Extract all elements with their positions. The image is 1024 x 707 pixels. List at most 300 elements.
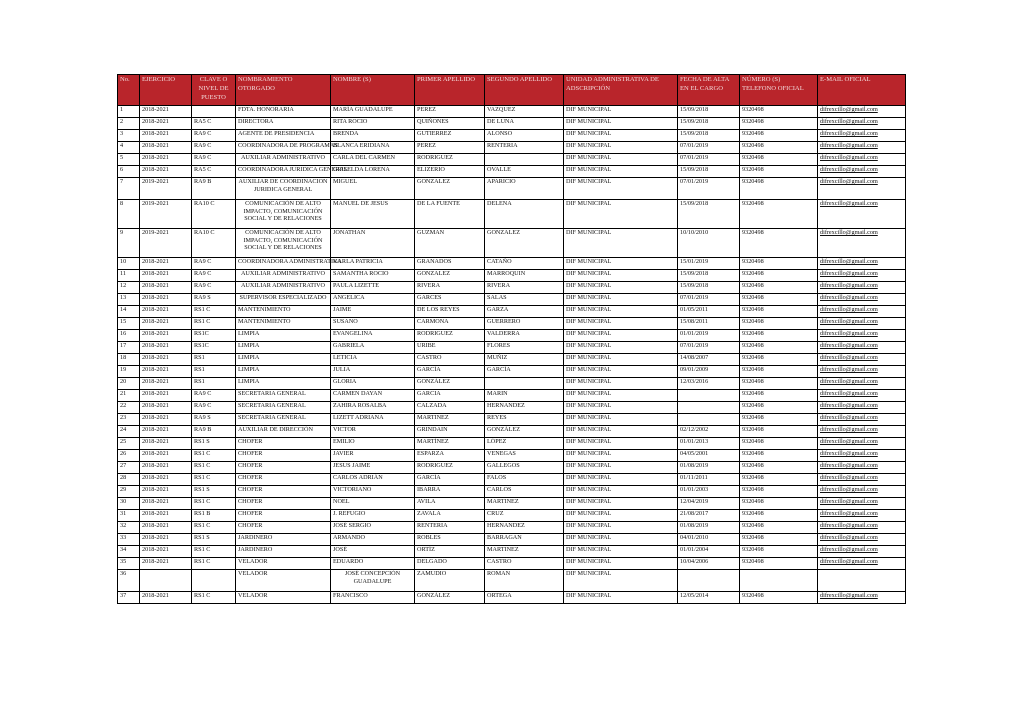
cell-nombramiento: AUXILIAR ADMINISTRATIVO bbox=[236, 282, 331, 294]
cell-segundo-apellido: RIVERA bbox=[485, 282, 564, 294]
cell-email: difrexcillo@gmail.com bbox=[818, 534, 906, 546]
cell-fecha-alta: 15/09/2018 bbox=[678, 166, 740, 178]
cell-nombramiento: LIMPIA bbox=[236, 378, 331, 390]
cell-primer-apellido: ZAMUDIO bbox=[415, 570, 485, 592]
cell-telefono: 9320498 bbox=[740, 330, 818, 342]
cell-ejercicio: 2018-2021 bbox=[140, 486, 192, 498]
cell-unidad: DIF MUNICIPAL bbox=[564, 534, 678, 546]
cell-email: difrexcillo@gmail.com bbox=[818, 270, 906, 282]
table-row bbox=[118, 558, 906, 570]
cell-nombre: BRENDA bbox=[331, 130, 415, 142]
cell-unidad: DIF MUNICIPAL bbox=[564, 402, 678, 414]
table-row bbox=[118, 306, 906, 318]
cell-primer-apellido: PEREZ bbox=[415, 142, 485, 154]
cell-ejercicio: 2018-2021 bbox=[140, 546, 192, 558]
cell-nombre: JAIME bbox=[331, 306, 415, 318]
cell-nombre: KARLA PATRICIA bbox=[331, 258, 415, 270]
cell-primer-apellido: GRANADOS bbox=[415, 258, 485, 270]
cell-ejercicio: 2018-2021 bbox=[140, 130, 192, 142]
cell-nombre: JESUS JAIME bbox=[331, 462, 415, 474]
cell-primer-apellido: IBARRA bbox=[415, 486, 485, 498]
table-row bbox=[118, 154, 906, 166]
cell-email: difrexcillo@gmail.com bbox=[818, 366, 906, 378]
cell-fecha-alta: 07/01/2019 bbox=[678, 142, 740, 154]
cell-primer-apellido: DE LA FUENTE bbox=[415, 200, 485, 229]
cell-primer-apellido: RENTERIA bbox=[415, 522, 485, 534]
cell-nombramiento: SUPERVISOR ESPECIALIZADO bbox=[236, 294, 331, 306]
cell-nombramiento: AUXILIAR ADMINISTRATIVO bbox=[236, 154, 331, 166]
header-nombramiento: NOMBRAMIENTO OTORGADO bbox=[236, 75, 331, 106]
table-row bbox=[118, 498, 906, 510]
table-row bbox=[118, 414, 906, 426]
cell-segundo-apellido: LÓPEZ bbox=[485, 438, 564, 450]
cell-clave: RS1 C bbox=[192, 474, 236, 486]
cell-no: 19 bbox=[118, 366, 140, 378]
cell-clave: RS1 S bbox=[192, 438, 236, 450]
cell-unidad: DIF MUNICIPAL bbox=[564, 378, 678, 390]
cell-primer-apellido: RODRIGUEZ bbox=[415, 154, 485, 166]
cell-email: difrexcillo@gmail.com bbox=[818, 462, 906, 474]
cell-fecha-alta: 07/01/2019 bbox=[678, 342, 740, 354]
cell-fecha-alta: 12/04/2019 bbox=[678, 498, 740, 510]
cell-no: 27 bbox=[118, 462, 140, 474]
cell-no: 37 bbox=[118, 592, 140, 604]
cell-nombre: CARLA DEL CARMEN bbox=[331, 154, 415, 166]
cell-ejercicio: 2018-2021 bbox=[140, 402, 192, 414]
cell-segundo-apellido: DE LUNA bbox=[485, 118, 564, 130]
cell-unidad: DIF MUNICIPAL bbox=[564, 450, 678, 462]
cell-segundo-apellido: CRUZ bbox=[485, 510, 564, 522]
cell-clave: RA9 C bbox=[192, 402, 236, 414]
cell-clave: RA9 C bbox=[192, 142, 236, 154]
cell-nombre: EDUARDO bbox=[331, 558, 415, 570]
cell-email: difrexcillo@gmail.com bbox=[818, 318, 906, 330]
cell-clave: RS1 C bbox=[192, 558, 236, 570]
cell-fecha-alta: 07/01/2019 bbox=[678, 294, 740, 306]
cell-segundo-apellido bbox=[485, 154, 564, 166]
cell-telefono: 9320498 bbox=[740, 546, 818, 558]
cell-telefono: 9320498 bbox=[740, 390, 818, 402]
cell-nombramiento: LIMPIA bbox=[236, 366, 331, 378]
cell-unidad: DIF MUNICIPAL bbox=[564, 414, 678, 426]
cell-nombramiento: JARDINERO bbox=[236, 534, 331, 546]
cell-nombre: GLORIA bbox=[331, 378, 415, 390]
cell-clave bbox=[192, 570, 236, 592]
cell-telefono: 9320498 bbox=[740, 414, 818, 426]
cell-unidad: DIF MUNICIPAL bbox=[564, 154, 678, 166]
cell-primer-apellido: MARTINEZ bbox=[415, 414, 485, 426]
cell-nombre: ZAHIRA ROSALBA bbox=[331, 402, 415, 414]
cell-nombre: SAMANTHA ROCIO bbox=[331, 270, 415, 282]
cell-clave: RA9 S bbox=[192, 294, 236, 306]
cell-ejercicio: 2018-2021 bbox=[140, 450, 192, 462]
cell-segundo-apellido: MARTINEZ bbox=[485, 498, 564, 510]
cell-segundo-apellido: GUERRERO bbox=[485, 318, 564, 330]
table-row bbox=[118, 390, 906, 402]
cell-unidad: DIF MUNICIPAL bbox=[564, 306, 678, 318]
cell-telefono: 9320498 bbox=[740, 438, 818, 450]
cell-no: 6 bbox=[118, 166, 140, 178]
cell-primer-apellido: CARMONA bbox=[415, 318, 485, 330]
cell-clave: RS1 bbox=[192, 354, 236, 366]
cell-fecha-alta: 14/08/2007 bbox=[678, 354, 740, 366]
cell-telefono: 9320498 bbox=[740, 498, 818, 510]
cell-clave: RA9 B bbox=[192, 178, 236, 200]
cell-telefono: 9320498 bbox=[740, 178, 818, 200]
cell-primer-apellido: GONZALEZ bbox=[415, 178, 485, 200]
cell-nombre: MIGUEL bbox=[331, 178, 415, 200]
cell-segundo-apellido: ROMAN bbox=[485, 570, 564, 592]
cell-telefono: 9320498 bbox=[740, 200, 818, 229]
cell-telefono: 9320498 bbox=[740, 342, 818, 354]
cell-telefono: 9320498 bbox=[740, 270, 818, 282]
table-row bbox=[118, 282, 906, 294]
cell-ejercicio: 2019-2021 bbox=[140, 200, 192, 229]
table-row bbox=[118, 354, 906, 366]
table-row bbox=[118, 166, 906, 178]
table-row bbox=[118, 462, 906, 474]
cell-segundo-apellido: HERNANDEZ bbox=[485, 522, 564, 534]
cell-telefono: 9320498 bbox=[740, 426, 818, 438]
cell-email: difrexcillo@gmail.com bbox=[818, 229, 906, 258]
cell-segundo-apellido: CATAÑO bbox=[485, 258, 564, 270]
cell-nombre: CARLOS ADRIÁN bbox=[331, 474, 415, 486]
cell-fecha-alta: 15/09/2018 bbox=[678, 118, 740, 130]
cell-no: 24 bbox=[118, 426, 140, 438]
cell-unidad: DIF MUNICIPAL bbox=[564, 366, 678, 378]
cell-nombramiento: VELADOR bbox=[236, 592, 331, 604]
cell-nombramiento: CHOFER bbox=[236, 462, 331, 474]
cell-nombramiento: LIMPIA bbox=[236, 330, 331, 342]
cell-nombramiento: LIMPIA bbox=[236, 354, 331, 366]
cell-ejercicio: 2018-2021 bbox=[140, 414, 192, 426]
cell-segundo-apellido: MARROQUIN bbox=[485, 270, 564, 282]
cell-email: difrexcillo@gmail.com bbox=[818, 474, 906, 486]
cell-ejercicio: 2018-2021 bbox=[140, 118, 192, 130]
header-no: No. bbox=[118, 75, 140, 106]
cell-segundo-apellido: FLORES bbox=[485, 342, 564, 354]
cell-segundo-apellido: VAZQUEZ bbox=[485, 106, 564, 118]
cell-clave: RS1 C bbox=[192, 306, 236, 318]
cell-nombre: GABRIELA bbox=[331, 342, 415, 354]
cell-ejercicio: 2018-2021 bbox=[140, 522, 192, 534]
cell-primer-apellido: GARCES bbox=[415, 294, 485, 306]
cell-nombre: JOSÉ bbox=[331, 546, 415, 558]
cell-fecha-alta: 01/08/2019 bbox=[678, 462, 740, 474]
cell-nombramiento: SECRETARIA GENERAL bbox=[236, 402, 331, 414]
cell-unidad: DIF MUNICIPAL bbox=[564, 318, 678, 330]
cell-fecha-alta: 07/01/2019 bbox=[678, 154, 740, 166]
cell-clave: RA10 C bbox=[192, 200, 236, 229]
cell-fecha-alta: 04/05/2001 bbox=[678, 450, 740, 462]
cell-email: difrexcillo@gmail.com bbox=[818, 178, 906, 200]
cell-no: 34 bbox=[118, 546, 140, 558]
cell-ejercicio: 2018-2021 bbox=[140, 474, 192, 486]
cell-clave: RS1 C bbox=[192, 318, 236, 330]
cell-telefono: 9320498 bbox=[740, 130, 818, 142]
cell-no: 9 bbox=[118, 229, 140, 258]
cell-telefono: 9320498 bbox=[740, 474, 818, 486]
personnel-directory-table bbox=[117, 74, 906, 604]
cell-telefono: 9320498 bbox=[740, 106, 818, 118]
cell-unidad: DIF MUNICIPAL bbox=[564, 474, 678, 486]
cell-segundo-apellido: CARLOS bbox=[485, 486, 564, 498]
header-nombre: NOMBRE (S) bbox=[331, 75, 415, 106]
table-row bbox=[118, 106, 906, 118]
cell-nombramiento: AUXILIAR ADMINISTRATIVO bbox=[236, 270, 331, 282]
cell-ejercicio: 2018-2021 bbox=[140, 306, 192, 318]
cell-primer-apellido: GONZALEZ bbox=[415, 270, 485, 282]
cell-email: difrexcillo@gmail.com bbox=[818, 118, 906, 130]
cell-ejercicio bbox=[140, 570, 192, 592]
cell-no: 20 bbox=[118, 378, 140, 390]
cell-ejercicio: 2018-2021 bbox=[140, 462, 192, 474]
table-row bbox=[118, 342, 906, 354]
cell-fecha-alta: 02/12/2002 bbox=[678, 426, 740, 438]
cell-fecha-alta bbox=[678, 402, 740, 414]
cell-telefono: 9320498 bbox=[740, 282, 818, 294]
cell-email: difrexcillo@gmail.com bbox=[818, 354, 906, 366]
cell-nombramiento: CHOFER bbox=[236, 450, 331, 462]
cell-no: 11 bbox=[118, 270, 140, 282]
header-unidad: UNIDAD ADMINISTRATIVA DE ADSCRIPCIÓN bbox=[564, 75, 678, 106]
cell-fecha-alta: 09/01/2009 bbox=[678, 366, 740, 378]
cell-fecha-alta: 15/09/2018 bbox=[678, 200, 740, 229]
cell-email: difrexcillo@gmail.com bbox=[818, 450, 906, 462]
cell-ejercicio: 2018-2021 bbox=[140, 154, 192, 166]
cell-nombre: NOEL bbox=[331, 498, 415, 510]
cell-nombramiento: COORDINADORA DE PROGRAMAS bbox=[236, 142, 331, 154]
cell-fecha-alta: 15/09/2018 bbox=[678, 106, 740, 118]
cell-ejercicio: 2018-2021 bbox=[140, 592, 192, 604]
cell-telefono: 9320498 bbox=[740, 258, 818, 270]
cell-ejercicio: 2018-2021 bbox=[140, 318, 192, 330]
cell-clave: RA9 C bbox=[192, 154, 236, 166]
table-row bbox=[118, 546, 906, 558]
cell-nombre: J. REFUGIO bbox=[331, 510, 415, 522]
cell-fecha-alta: 21/08/2017 bbox=[678, 510, 740, 522]
cell-email: difrexcillo@gmail.com bbox=[818, 200, 906, 229]
cell-clave: RA9 C bbox=[192, 390, 236, 402]
cell-telefono: 9320498 bbox=[740, 154, 818, 166]
cell-segundo-apellido: GARZA bbox=[485, 306, 564, 318]
cell-unidad: DIF MUNICIPAL bbox=[564, 390, 678, 402]
cell-ejercicio: 2018-2021 bbox=[140, 534, 192, 546]
cell-segundo-apellido: REYES bbox=[485, 414, 564, 426]
cell-fecha-alta: 15/09/2018 bbox=[678, 282, 740, 294]
cell-primer-apellido: GUZMAN bbox=[415, 229, 485, 258]
table-row bbox=[118, 402, 906, 414]
cell-nombramiento: MANTENIMIENTO bbox=[236, 306, 331, 318]
cell-email: difrexcillo@gmail.com bbox=[818, 592, 906, 604]
cell-no: 23 bbox=[118, 414, 140, 426]
cell-email: difrexcillo@gmail.com bbox=[818, 130, 906, 142]
cell-email: difrexcillo@gmail.com bbox=[818, 510, 906, 522]
cell-clave bbox=[192, 106, 236, 118]
cell-clave: RS1 C bbox=[192, 546, 236, 558]
table-row bbox=[118, 522, 906, 534]
cell-nombre: ANGELICA bbox=[331, 294, 415, 306]
cell-ejercicio: 2018-2021 bbox=[140, 390, 192, 402]
cell-unidad: DIF MUNICIPAL bbox=[564, 342, 678, 354]
cell-primer-apellido: CALZADA bbox=[415, 402, 485, 414]
cell-clave: RS1 S bbox=[192, 534, 236, 546]
cell-fecha-alta bbox=[678, 570, 740, 592]
cell-email: difrexcillo@gmail.com bbox=[818, 378, 906, 390]
cell-nombre: LETICIA bbox=[331, 354, 415, 366]
cell-nombramiento: CHOFER bbox=[236, 438, 331, 450]
cell-segundo-apellido: APARICIO bbox=[485, 178, 564, 200]
cell-clave: RS1 bbox=[192, 366, 236, 378]
cell-primer-apellido: GUTIERREZ bbox=[415, 130, 485, 142]
cell-nombramiento: VELADOR bbox=[236, 558, 331, 570]
cell-unidad: DIF MUNICIPAL bbox=[564, 106, 678, 118]
cell-nombre: JAVIER bbox=[331, 450, 415, 462]
cell-email: difrexcillo@gmail.com bbox=[818, 106, 906, 118]
cell-unidad: DIF MUNICIPAL bbox=[564, 558, 678, 570]
cell-segundo-apellido: FALOS bbox=[485, 474, 564, 486]
cell-segundo-apellido: GARCÍA bbox=[485, 366, 564, 378]
cell-unidad: DIF MUNICIPAL bbox=[564, 258, 678, 270]
cell-clave: RA9 C bbox=[192, 270, 236, 282]
cell-primer-apellido: ROBLES bbox=[415, 534, 485, 546]
cell-fecha-alta: 15/09/2018 bbox=[678, 130, 740, 142]
cell-ejercicio: 2019-2021 bbox=[140, 229, 192, 258]
cell-primer-apellido: ELIZERIO bbox=[415, 166, 485, 178]
cell-primer-apellido: ESPARZA bbox=[415, 450, 485, 462]
table-row bbox=[118, 378, 906, 390]
cell-email: difrexcillo@gmail.com bbox=[818, 166, 906, 178]
cell-email: difrexcillo@gmail.com bbox=[818, 426, 906, 438]
cell-no: 15 bbox=[118, 318, 140, 330]
cell-clave: RA10 C bbox=[192, 229, 236, 258]
cell-no: 30 bbox=[118, 498, 140, 510]
cell-nombre: JULIA bbox=[331, 366, 415, 378]
cell-primer-apellido: GONZÁLEZ bbox=[415, 592, 485, 604]
cell-no: 26 bbox=[118, 450, 140, 462]
cell-unidad: DIF MUNICIPAL bbox=[564, 438, 678, 450]
cell-clave: RA9 S bbox=[192, 414, 236, 426]
table-row bbox=[118, 534, 906, 546]
cell-primer-apellido: URIBE bbox=[415, 342, 485, 354]
cell-segundo-apellido: BARRAGAN bbox=[485, 534, 564, 546]
cell-nombre: LIZETT ADRIANA bbox=[331, 414, 415, 426]
cell-telefono: 9320498 bbox=[740, 510, 818, 522]
cell-segundo-apellido: MUÑIZ bbox=[485, 354, 564, 366]
cell-fecha-alta: 01/11/2011 bbox=[678, 474, 740, 486]
cell-nombre: GRISELDA LORENA bbox=[331, 166, 415, 178]
cell-no: 21 bbox=[118, 390, 140, 402]
cell-telefono: 9320498 bbox=[740, 534, 818, 546]
cell-clave: RA9 C bbox=[192, 258, 236, 270]
cell-primer-apellido: CASTRO bbox=[415, 354, 485, 366]
cell-no: 14 bbox=[118, 306, 140, 318]
cell-primer-apellido: RODRIGUEZ bbox=[415, 462, 485, 474]
cell-primer-apellido: GARCIA bbox=[415, 390, 485, 402]
cell-telefono: 9320498 bbox=[740, 118, 818, 130]
table-body bbox=[118, 106, 906, 604]
cell-no: 31 bbox=[118, 510, 140, 522]
cell-nombramiento: MANTENIMIENTO bbox=[236, 318, 331, 330]
cell-segundo-apellido: RENTERIA bbox=[485, 142, 564, 154]
cell-email: difrexcillo@gmail.com bbox=[818, 142, 906, 154]
cell-primer-apellido: GARCÍA bbox=[415, 366, 485, 378]
cell-telefono: 9320498 bbox=[740, 318, 818, 330]
cell-ejercicio: 2018-2021 bbox=[140, 294, 192, 306]
table-row bbox=[118, 130, 906, 142]
cell-no: 28 bbox=[118, 474, 140, 486]
cell-no: 3 bbox=[118, 130, 140, 142]
cell-segundo-apellido: MARTINEZ bbox=[485, 546, 564, 558]
cell-segundo-apellido: GONZÁLEZ bbox=[485, 426, 564, 438]
cell-email: difrexcillo@gmail.com bbox=[818, 390, 906, 402]
cell-clave: RA9 C bbox=[192, 282, 236, 294]
cell-fecha-alta: 10/04/2006 bbox=[678, 558, 740, 570]
cell-unidad: DIF MUNICIPAL bbox=[564, 462, 678, 474]
cell-clave: RS1 bbox=[192, 378, 236, 390]
cell-telefono: 9320498 bbox=[740, 558, 818, 570]
cell-nombramiento: AUXILIAR DE COORDINACION JURIDICA GENERAL bbox=[236, 178, 331, 200]
cell-unidad: DIF MUNICIPAL bbox=[564, 130, 678, 142]
table-row bbox=[118, 570, 906, 592]
cell-no: 13 bbox=[118, 294, 140, 306]
cell-no: 36 bbox=[118, 570, 140, 592]
cell-fecha-alta: 10/10/2010 bbox=[678, 229, 740, 258]
cell-unidad: DIF MUNICIPAL bbox=[564, 118, 678, 130]
cell-email: difrexcillo@gmail.com bbox=[818, 294, 906, 306]
cell-nombramiento: JARDINERO bbox=[236, 546, 331, 558]
cell-ejercicio: 2018-2021 bbox=[140, 498, 192, 510]
cell-nombre: MANUEL DE JESUS bbox=[331, 200, 415, 229]
cell-ejercicio: 2019-2021 bbox=[140, 178, 192, 200]
cell-nombramiento: SECRETARIA GENERAL bbox=[236, 390, 331, 402]
cell-no: 35 bbox=[118, 558, 140, 570]
cell-nombramiento: COORDINADORA ADMINISTRATIVA bbox=[236, 258, 331, 270]
cell-nombre: CARMEN DAYAN bbox=[331, 390, 415, 402]
cell-nombramiento: VELADOR bbox=[236, 570, 331, 592]
cell-nombramiento: CHOFER bbox=[236, 510, 331, 522]
cell-unidad: DIF MUNICIPAL bbox=[564, 354, 678, 366]
cell-fecha-alta: 01/01/2004 bbox=[678, 546, 740, 558]
cell-unidad: DIF MUNICIPAL bbox=[564, 294, 678, 306]
cell-email: difrexcillo@gmail.com bbox=[818, 498, 906, 510]
cell-ejercicio: 2018-2021 bbox=[140, 438, 192, 450]
cell-clave: RS1C bbox=[192, 342, 236, 354]
cell-unidad: DIF MUNICIPAL bbox=[564, 142, 678, 154]
cell-email: difrexcillo@gmail.com bbox=[818, 486, 906, 498]
cell-fecha-alta: 15/08/2011 bbox=[678, 318, 740, 330]
cell-primer-apellido: DE LOS REYES bbox=[415, 306, 485, 318]
cell-unidad: DIF MUNICIPAL bbox=[564, 570, 678, 592]
cell-fecha-alta: 12/05/2014 bbox=[678, 592, 740, 604]
cell-clave: RS1 C bbox=[192, 450, 236, 462]
cell-unidad: DIF MUNICIPAL bbox=[564, 282, 678, 294]
cell-unidad: DIF MUNICIPAL bbox=[564, 330, 678, 342]
cell-primer-apellido: ORTÍZ bbox=[415, 546, 485, 558]
cell-fecha-alta: 15/09/2018 bbox=[678, 270, 740, 282]
cell-nombre: SUSANO bbox=[331, 318, 415, 330]
cell-no: 18 bbox=[118, 354, 140, 366]
cell-clave: RS1 C bbox=[192, 498, 236, 510]
table-row bbox=[118, 426, 906, 438]
cell-no: 17 bbox=[118, 342, 140, 354]
header-telefono: NÚMERO (S) TELEFONO OFICIAL bbox=[740, 75, 818, 106]
cell-clave: RS1 B bbox=[192, 510, 236, 522]
cell-no: 4 bbox=[118, 142, 140, 154]
cell-nombre: EVANGELINA bbox=[331, 330, 415, 342]
cell-unidad: DIF MUNICIPAL bbox=[564, 200, 678, 229]
header-email: E-MAIL OFICIAL bbox=[818, 75, 906, 106]
